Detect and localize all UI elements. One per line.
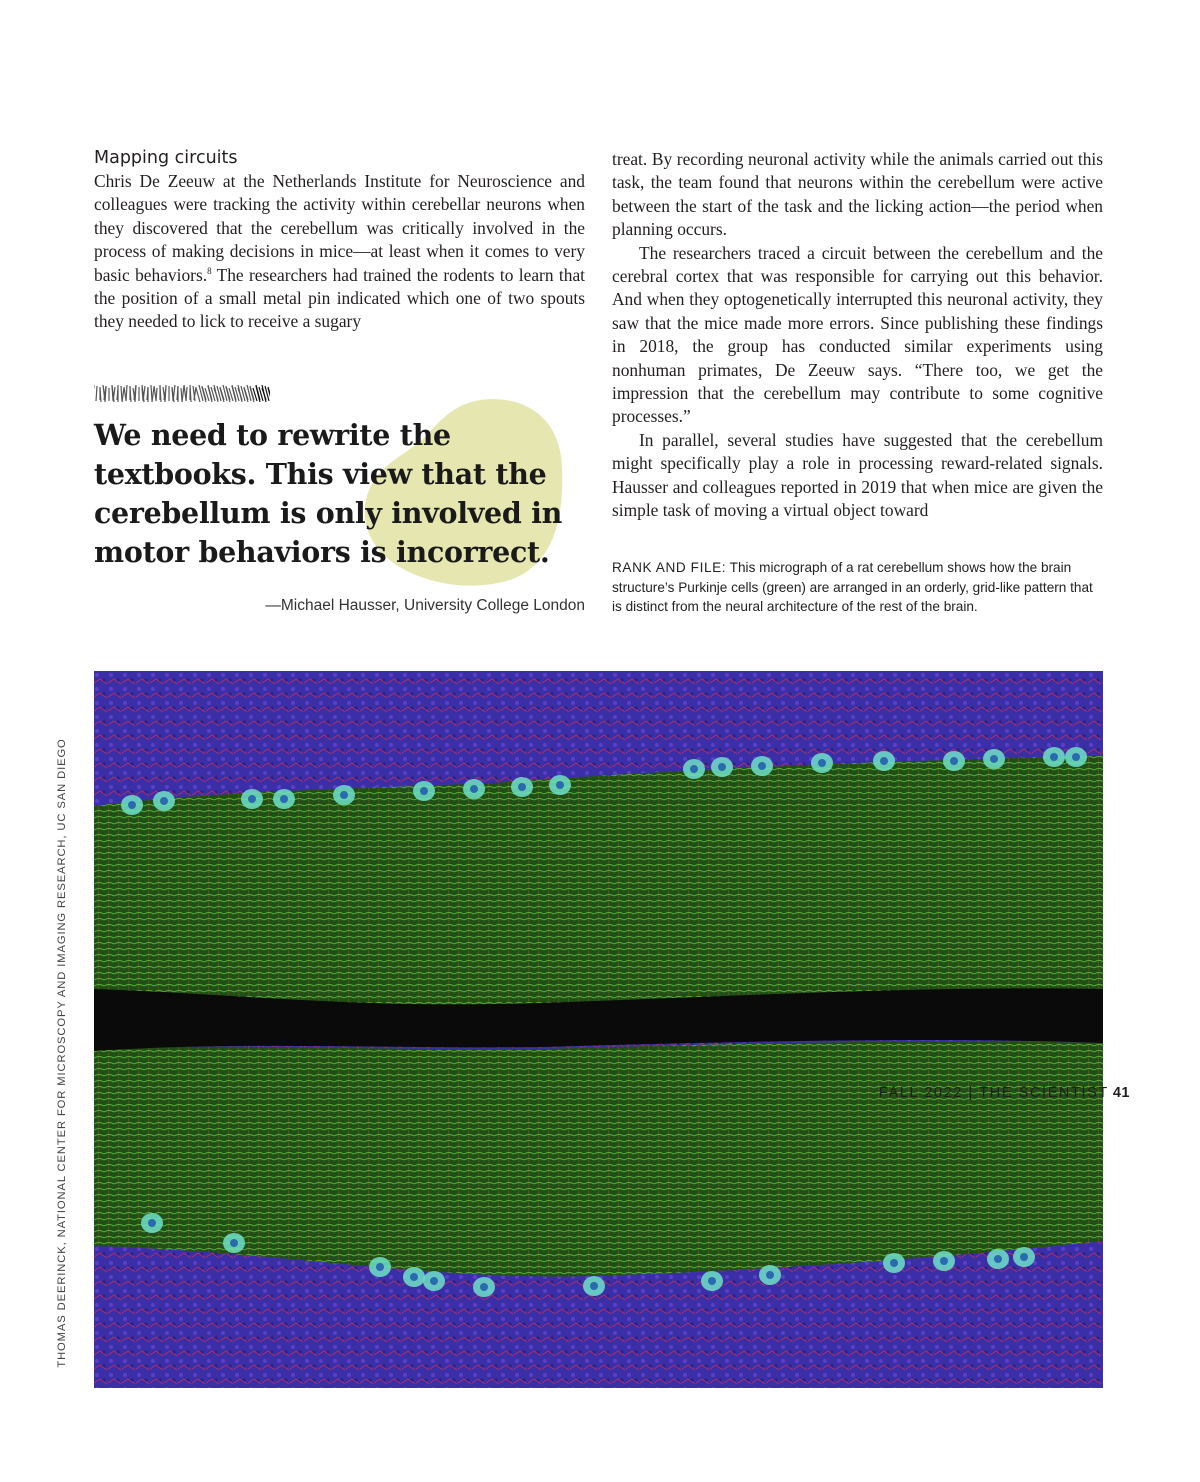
texture-stroke <box>122 388 124 402</box>
texture-stroke <box>156 388 157 401</box>
cell-nucleus <box>890 1259 898 1267</box>
texture-stroke <box>121 386 122 401</box>
texture-stroke <box>182 386 184 402</box>
molecular-layer-lower <box>94 1041 1103 1276</box>
cell-nucleus <box>1020 1253 1028 1261</box>
texture-stroke <box>126 385 127 401</box>
cell-nucleus <box>880 757 888 765</box>
cell-nucleus <box>994 1255 1002 1263</box>
cell-nucleus <box>990 755 998 763</box>
cell-nucleus <box>590 1282 598 1290</box>
cell-nucleus <box>470 785 478 793</box>
cell-nucleus <box>518 783 526 791</box>
texture-stroke <box>165 385 166 402</box>
cell-nucleus <box>708 1277 716 1285</box>
cell-nucleus <box>340 791 348 799</box>
cell-nucleus <box>950 757 958 765</box>
paragraph-text: The researchers had trained the rodents to learn that the position of a small metal pin indicated which one of two spouts they needed to lick to receive a sugary <box>94 264 585 332</box>
pull-quote-line: motor behaviors is incorrect. <box>94 535 550 569</box>
cell-nucleus <box>248 795 256 803</box>
cell-nucleus <box>1072 753 1080 761</box>
paragraph-text: Chris De Zeeuw at the Netherlands Institute for Neuroscience and colleagues were tracking the activity within cerebellar neurons when they discovered that the cerebellum was critically involved in the process of making decisions in mice—at least when it comes to very basic behaviors. <box>94 171 585 285</box>
cell-nucleus <box>766 1271 774 1279</box>
cell-nucleus <box>410 1273 418 1281</box>
scribble-texture-decoration <box>94 383 270 404</box>
reference-superscript[interactable]: 8 <box>207 265 212 276</box>
cell-nucleus <box>160 797 168 805</box>
right-paragraph-3: In parallel, several studies have suggested that the cerebellum might specifically play a role in processing reward-related signals. Hausser and colleagues reported in 2019 that when mice are given the simple task of moving a virtual object toward <box>612 429 1103 521</box>
left-paragraph <box>94 170 585 334</box>
cell-nucleus <box>376 1263 384 1271</box>
caption-text: This micrograph of a rat cerebellum shows how the brain structure’s Purkinje cells (green) are arranged in an orderly, grid-like pattern that is distinct from the neural architecture of the rest of the brain. <box>612 560 1093 614</box>
pull-quote <box>94 416 594 572</box>
texture-stroke <box>96 386 97 401</box>
right-paragraph-2: The researchers traced a circuit between the cerebellum and the cerebral cortex that was responsible for carrying out this behavior. And when they optogenetically interrupted this neuronal activity, they saw that the mice made more errors. Since publishing these findings in 2018, the group has conducted similar experiments using nonhuman primates, De Zeeuw says. “There too, we get the impression that the cerebellum may contribute to some cognitive processes.” <box>612 242 1103 427</box>
cell-nucleus <box>758 762 766 770</box>
cell-nucleus <box>420 787 428 795</box>
cell-nucleus <box>556 781 564 789</box>
right-column <box>612 148 1103 523</box>
cell-nucleus <box>1050 753 1058 761</box>
cell-nucleus <box>940 1257 948 1265</box>
image-caption <box>612 558 1103 617</box>
issue-label: FALL 2022 | THE SCIENTIST <box>878 1085 1109 1101</box>
caption-lead: RANK AND FILE: <box>612 560 727 575</box>
cell-nucleus <box>480 1283 488 1291</box>
cell-nucleus <box>230 1239 238 1247</box>
texture-stroke <box>186 387 187 401</box>
texture-stroke <box>152 387 154 402</box>
cell-nucleus <box>818 759 826 767</box>
cell-nucleus <box>718 763 726 771</box>
page-footer <box>879 1085 1130 1101</box>
cell-nucleus <box>690 765 698 773</box>
pull-quote-line: cerebellum is only involved in <box>94 496 563 530</box>
section-heading: Mapping circuits <box>94 148 238 168</box>
cell-nucleus <box>128 801 136 809</box>
texture-stroke <box>196 388 200 402</box>
pull-quote-line: textbooks. This view that the <box>94 457 547 491</box>
cell-nucleus <box>430 1277 438 1285</box>
cerebellum-micrograph <box>94 671 1103 1388</box>
page-number: 41 <box>1112 1085 1130 1101</box>
pull-quote-line: We need to rewrite the <box>94 418 451 452</box>
photo-credit-text: THOMAS DEERINCK, NATIONAL CENTER FOR MICROSCOPY AND IMAGING RESEARCH, UC SAN DIEGO <box>56 738 68 1368</box>
right-paragraph-1: treat. By recording neuronal activity while the animals carried out this task, the team found that neurons within the cerebellum were active between the start of the task and the licking action—the period when planning occurs. <box>612 149 1103 240</box>
pull-quote-attribution: —Michael Hausser, University College London <box>265 597 585 614</box>
cell-nucleus <box>280 795 288 803</box>
cell-nucleus <box>148 1219 156 1227</box>
left-column <box>94 148 585 334</box>
